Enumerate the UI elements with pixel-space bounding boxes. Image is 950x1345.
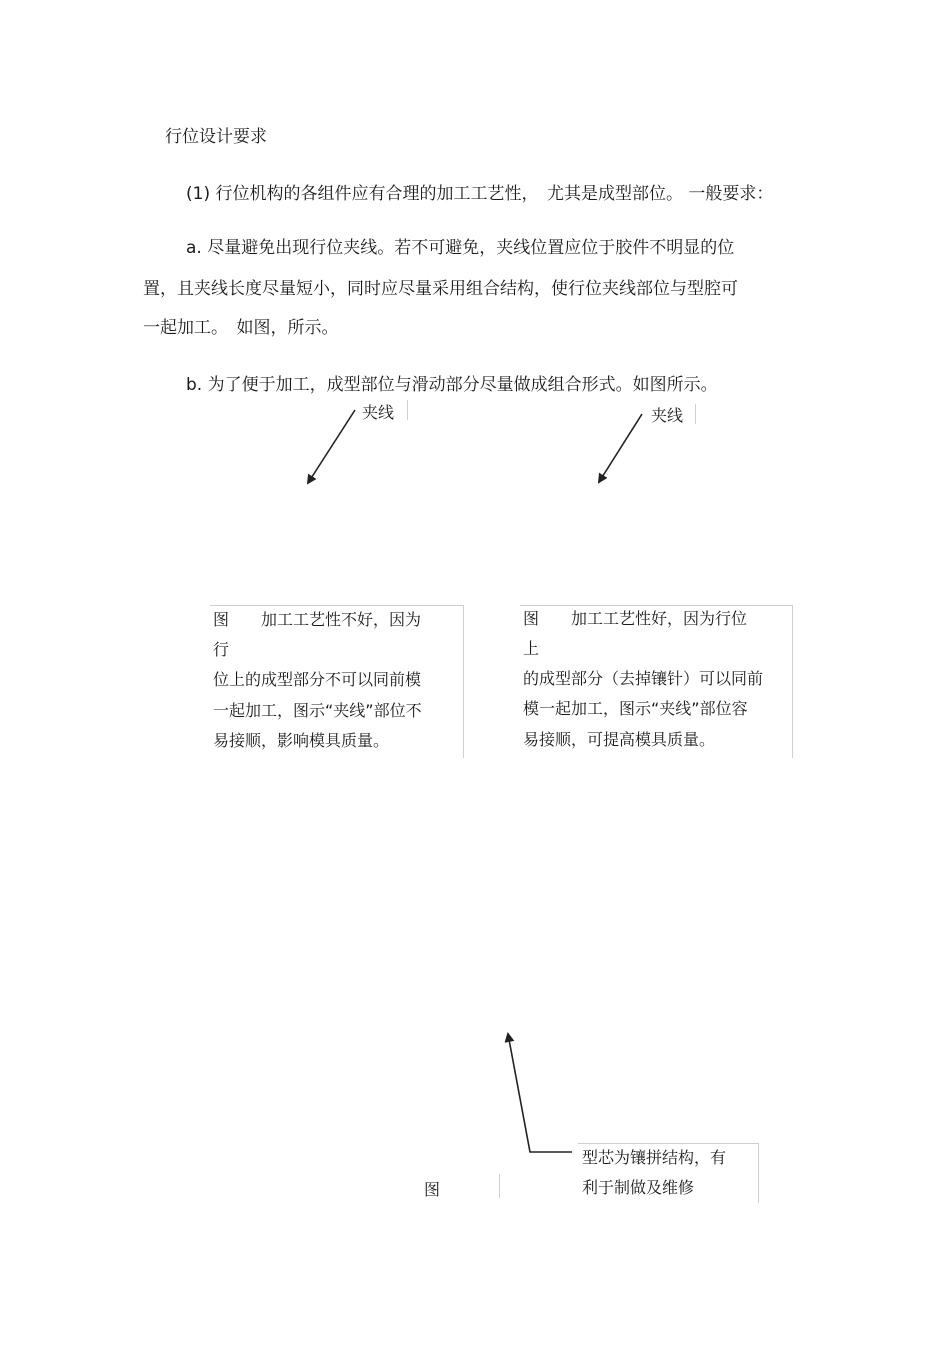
figure1-caption-line-5: 易接顺，影响模具质量。 [213, 731, 390, 750]
requirement-a-line-1: a. 尽量避免出现行位夹线。若不可避免，夹线位置应位于胶件不明显的位 [186, 238, 735, 258]
figure1-caption-line-3: 位上的成型部分不可以同前模 [213, 670, 422, 689]
figure2-caption-line-2: 上 [523, 639, 540, 658]
figure3-label-border [499, 1174, 500, 1198]
requirement-a-line-2: 置，且夹线长度尽量短小，同时应尽量采用组合结构，使行位夹线部位与型腔可 [143, 279, 738, 299]
figure2-caption-line-4: 模一起加工，图示“夹线”部位容 [523, 699, 748, 718]
figure3-arrow [508, 1034, 572, 1152]
figure1-caption-right-border [463, 605, 464, 758]
figure2-caption-line-5: 易接顺，可提高模具质量。 [523, 730, 716, 749]
requirement-b: b. 为了便于加工，成型部位与滑动部分尽量做成组合形式。如图所示。 [186, 375, 718, 395]
figure1-caption-line-4: 一起加工，图示“夹线”部位不 [213, 701, 422, 720]
requirement-1: (1) 行位机构的各组件应有合理的加工工艺性， 尤其是成型部位。 一般要求： [186, 184, 774, 204]
figure2-arrow-label: 夹线 [651, 406, 684, 425]
figure1-arrow [308, 410, 355, 483]
requirement-a-line-3: 一起加工。 如图，所示。 [143, 318, 339, 338]
section-title: 行位设计要求 [165, 127, 267, 147]
figure1-caption-line-1: 图 加工工艺性不好，因为 [213, 610, 422, 629]
figure3-note-right-border [758, 1143, 759, 1203]
figure3-note-line-1: 型芯为镶拼结构，有 [582, 1148, 727, 1167]
figure3-note-line-2: 利于制做及维修 [582, 1178, 695, 1197]
figure2-caption-line-3: 的成型部分（去掉镶针）可以同前 [523, 669, 764, 688]
figure2-caption-line-1: 图 加工工艺性好，因为行位 [523, 609, 748, 628]
figure1-arrow-label: 夹线 [362, 403, 395, 422]
figure1-caption-line-2: 行 [213, 640, 230, 659]
figure2-caption-right-border [792, 605, 793, 758]
figure3-label: 图 [424, 1180, 441, 1199]
figure2-arrow [599, 414, 642, 482]
